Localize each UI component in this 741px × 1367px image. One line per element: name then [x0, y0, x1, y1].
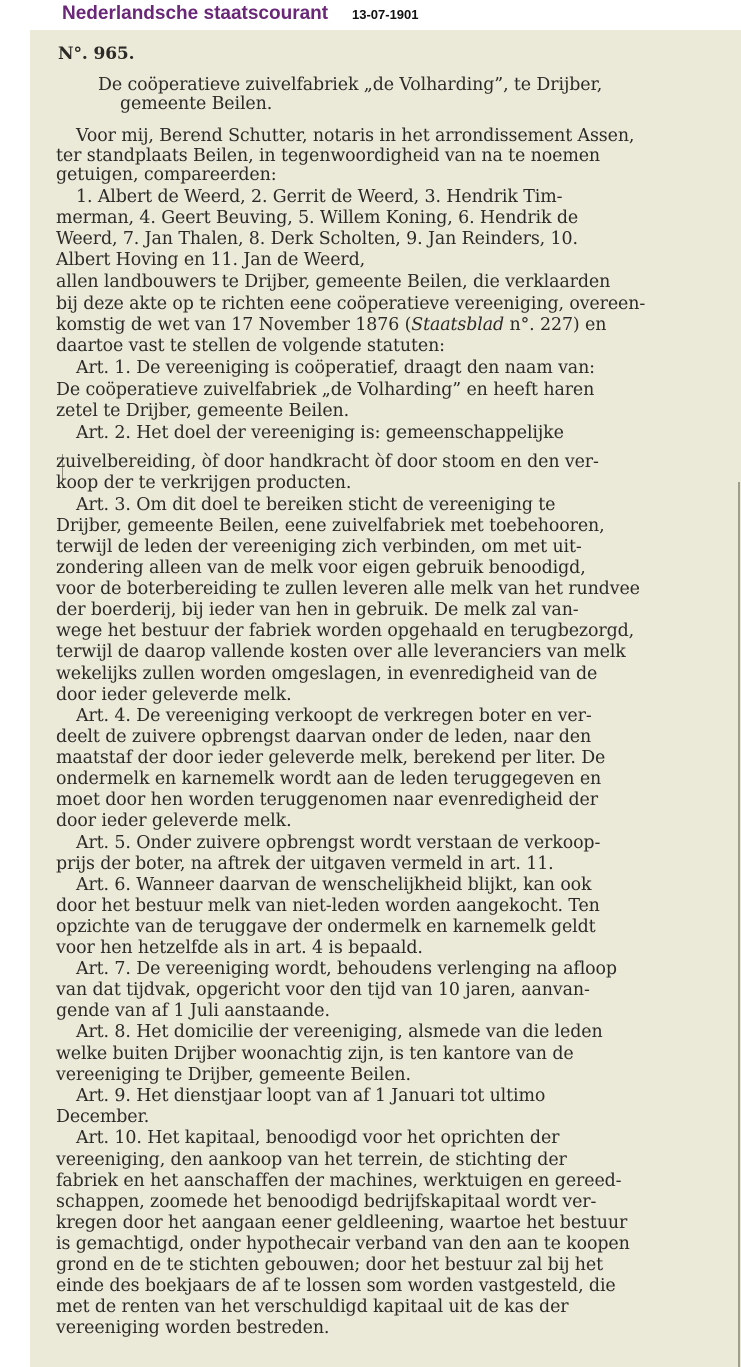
article-line: getuigen, compareerden: [56, 165, 277, 185]
article-line: zetel te Drijber, gemeente Beilen. [56, 401, 350, 421]
article-line: Art. 1. De vereeniging is coöperatief, draagt den naam van: [76, 358, 595, 378]
article-line: einde des boekjaars de af te lossen som worden vastgesteld, die [56, 1276, 616, 1296]
article-line: merman, 4. Geert Beuving, 5. Willem Koning, 6. Hendrik de [56, 208, 579, 228]
article-line: door ieder geleverde melk. [56, 685, 292, 705]
article-line: voor de boterbereiding te zullen leveren alle melk van het rundvee [56, 579, 640, 599]
article-line: Art. 5. Onder zuivere opbrengst wordt verstaan de verkoop- [76, 833, 601, 853]
article-number: N°. 965. [58, 44, 135, 64]
article-line: schappen, zoomede het benoodigd bedrijfskapitaal wordt ver- [56, 1192, 597, 1212]
article-line: der boerderij, bij ieder van hen in gebruik. De melk zal van- [56, 600, 579, 620]
article-line: maatstaf der door ieder geleverde melk, berekend per liter. De [56, 748, 606, 768]
article-line: fabriek en het aanschaffen der machines, werktuigen en gereed- [56, 1171, 622, 1191]
article-line: Art. 10. Het kapitaal, benoodigd voor het oprichten der [76, 1128, 560, 1148]
article-line: terwijl de leden der vereeniging zich verbinden, om met uit- [56, 537, 582, 557]
article-line: December. [56, 1107, 150, 1127]
article-title-line-2: gemeente Beilen. [120, 94, 273, 114]
article-line: gende van af 1 Juli aanstaande. [56, 1001, 330, 1021]
article-line: Albert Hoving en 11. Jan de Weerd, [56, 250, 366, 270]
article-line: daartoe vast te stellen de volgende statuten: [56, 336, 445, 356]
article-title-line-1: De coöperatieve zuivelfabriek „de Volharding”, te Drijber, [98, 75, 603, 95]
article-line: voor hen hetzelfde als in art. 4 is bepaald. [56, 938, 423, 958]
article-line: Art. 6. Wanneer daarvan de wenschelijkheid blijkt, kan ook [76, 875, 592, 895]
article-line: door ieder geleverde melk. [56, 811, 292, 831]
publication-date: 13-07-1901 [352, 7, 419, 22]
article-line: opzichte van de teruggave der ondermelk en karnemelk geldt [56, 917, 596, 937]
article-line: Art. 9. Het dienstjaar loopt van af 1 Januari tot ultimo [76, 1086, 546, 1106]
article-line: prijs der boter, na aftrek der uitgaven vermeld in art. 11. [56, 854, 554, 874]
article-line: welke buiten Drijber woonachtig zijn, is ten kantore van de [56, 1044, 574, 1064]
column-rule-right [738, 482, 740, 1367]
article-line: grond en de te stichten gebouwen; door het bestuur zal bij het [56, 1255, 603, 1275]
article-line: ondermelk en karnemelk wordt aan de leden teruggegeven en [56, 769, 602, 789]
article-line: komstig de wet van 17 November 1876 (Staatsblad n°. 227) en [56, 315, 607, 335]
article-line: moet door hen worden teruggenomen naar evenredigheid der [56, 790, 598, 810]
newspaper-clipping [30, 30, 741, 1367]
article-line: van dat tijdvak, opgericht voor den tijd van 10 jaren, aanvan- [56, 980, 590, 1000]
article-line: vereeniging, den aankoop van het terrein, de stichting der [56, 1150, 567, 1170]
article-line: Art. 4. De vereeniging verkoopt de verkregen boter en ver- [76, 706, 592, 726]
article-line: Art. 3. Om dit doel te bereiken sticht de vereeniging te [76, 495, 556, 515]
article-line: is gemachtigd, onder hypothecair verband van den aan te koopen [56, 1234, 630, 1254]
article-line: koop der te verkrijgen producten. [56, 473, 352, 493]
article-line: Voor mij, Berend Schutter, notaris in het arrondissement Assen, [76, 126, 635, 146]
article-line: kregen door het aangaan eener geldleening, waartoe het bestuur [56, 1213, 628, 1233]
article-line: vereeniging te Drijber, gemeente Beilen. [56, 1065, 411, 1085]
article-line: Drijber, gemeente Beilen, eene zuivelfabriek met toebehooren, [56, 516, 605, 536]
article-line: wege het bestuur der fabriek worden opgehaald en terugbezorgd, [56, 621, 635, 641]
article-line: door het bestuur melk van niet-leden worden aangekocht. Ten [56, 896, 600, 916]
newspaper-name: Nederlandsche staatscourant [62, 3, 329, 24]
article-line: wekelijks zullen worden omgeslagen, in evenredigheid van de [56, 664, 598, 684]
article-line: ter standplaats Beilen, in tegenwoordigheid van na te noemen [56, 146, 600, 166]
article-line: Art. 8. Het domicilie der vereeniging, alsmede van die leden [76, 1022, 603, 1042]
article-line: met de renten van het verschuldigd kapitaal uit de kas der [56, 1297, 569, 1317]
article-line: Weerd, 7. Jan Thalen, 8. Derk Scholten, 9. Jan Reinders, 10. [56, 229, 578, 249]
article-line: zuivelbereiding, òf door handkracht òf door stoom en den ver- [56, 452, 599, 472]
article-line: deelt de zuivere opbrengst daarvan onder de leden, naar den [56, 727, 592, 747]
masthead [0, 0, 741, 30]
article-line: Art. 2. Het doel der vereeniging is: gemeenschappelijke [76, 423, 564, 443]
article-line: De coöperatieve zuivelfabriek „de Volharding” en heeft haren [56, 380, 595, 400]
article-line: bij deze akte op te richten eene coöperatieve vereeniging, overeen- [56, 294, 646, 314]
article-line: zondering alleen van de melk voor eigen gebruik benoodigd, [56, 558, 586, 578]
article-line: terwijl de daarop vallende kosten over alle leveranciers van melk [56, 642, 626, 662]
article-line: vereeniging worden bestreden. [56, 1318, 330, 1338]
article-line: 1. Albert de Weerd, 2. Gerrit de Weerd, 3. Hendrik Tim- [76, 187, 563, 207]
article-line: Art. 7. De vereeniging wordt, behoudens verlenging na afloop [76, 959, 617, 979]
article-line: allen landbouwers te Drijber, gemeente Beilen, die verklaarden [56, 272, 611, 292]
